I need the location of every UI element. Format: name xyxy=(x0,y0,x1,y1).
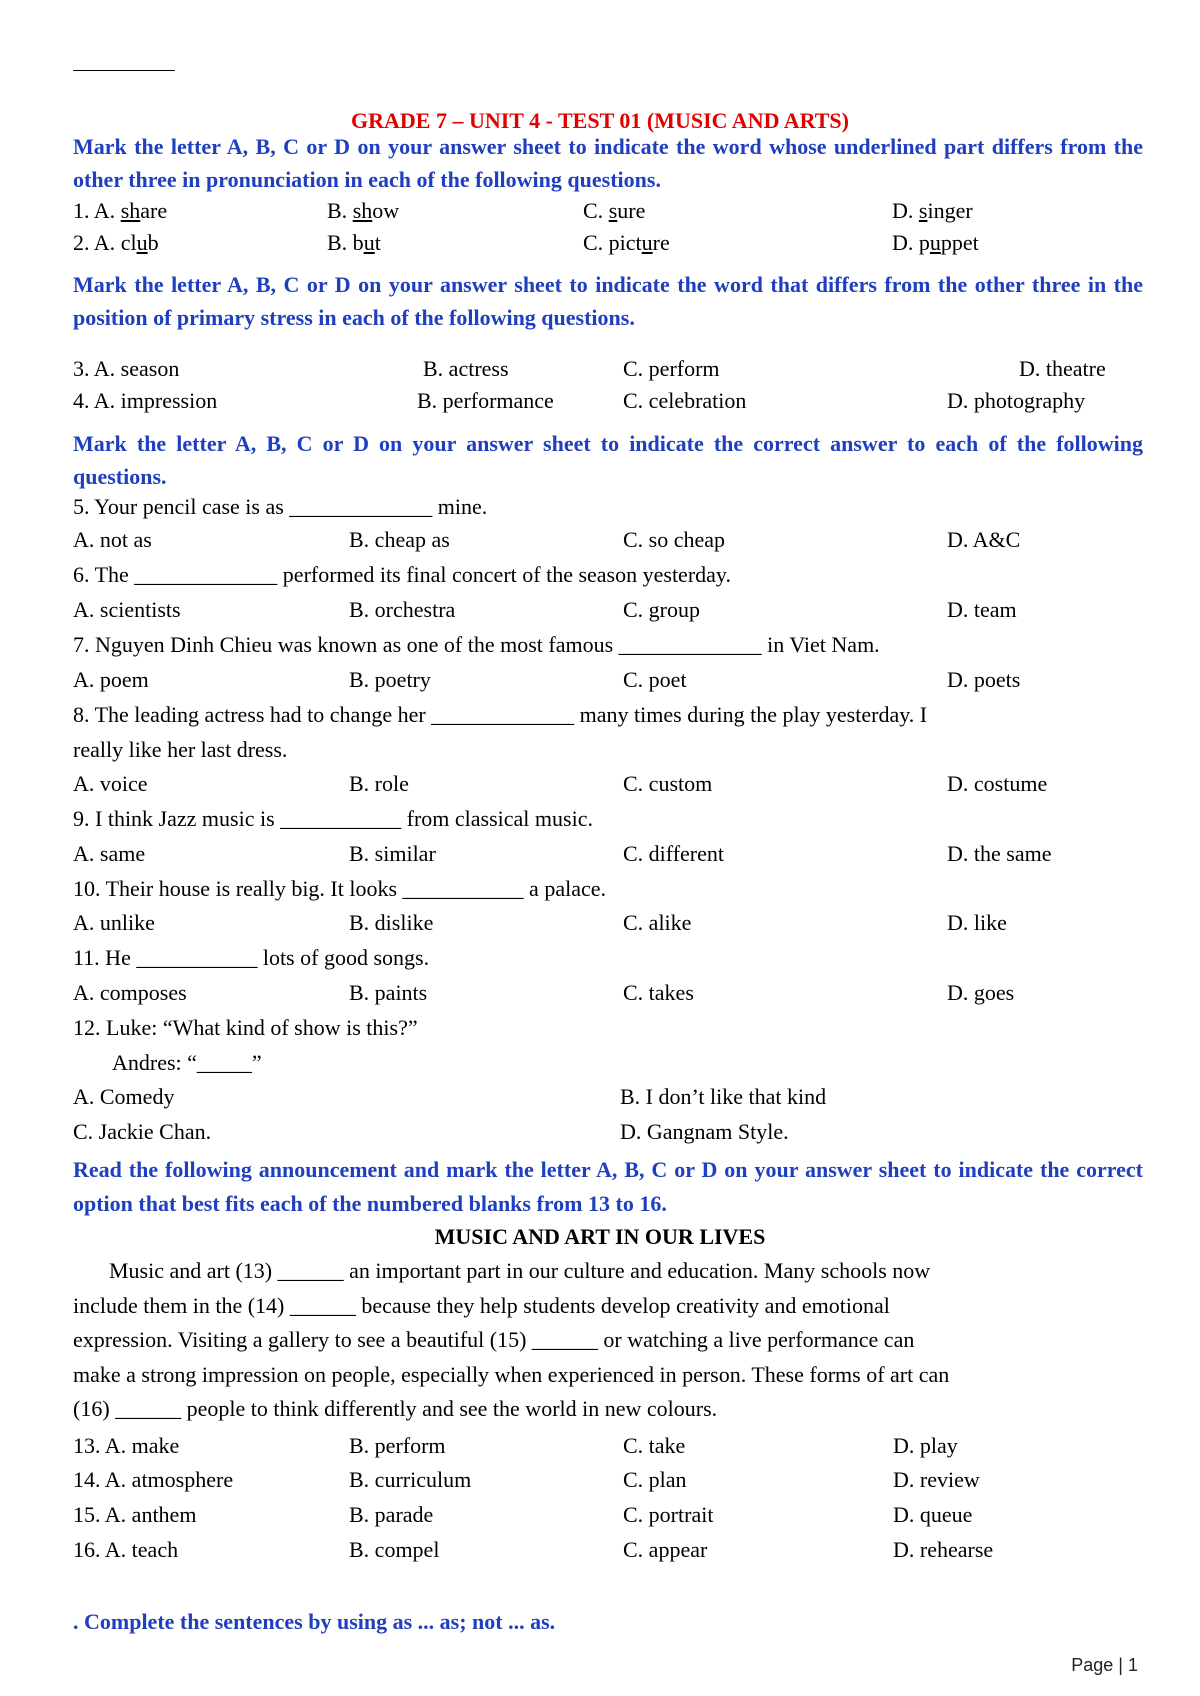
q7-option-d: D. poets xyxy=(947,667,1021,692)
q6-option-d: D. team xyxy=(947,597,1017,622)
question-11-stem: 11. He ___________ lots of good songs. xyxy=(73,945,430,970)
q14-option-b: B. curriculum xyxy=(349,1467,472,1492)
passage-body xyxy=(73,1254,1143,1427)
question-12-stem-line2: Andres: “_____” xyxy=(112,1050,262,1075)
passage-title: MUSIC AND ART IN OUR LIVES xyxy=(434,1224,766,1249)
q7-option-b: B. poetry xyxy=(349,667,431,692)
q9-option-a: A. same xyxy=(73,841,146,866)
q3-option-b: B. actress xyxy=(423,356,509,381)
q16-option-d: D. rehearse xyxy=(893,1537,994,1562)
question-10-stem: 10. Their house is really big. It looks ___________ a palace. xyxy=(73,876,606,901)
q8-option-d: D. costume xyxy=(947,771,1048,796)
q2-option-a: 2. A. club xyxy=(73,230,159,255)
question-8-stem-line2: really like her last dress. xyxy=(73,737,288,762)
q13-option-a: 13. A. make xyxy=(73,1433,180,1458)
q8-option-c: C. custom xyxy=(623,771,713,796)
q9-option-b: B. similar xyxy=(349,841,436,866)
passage-line-2: include them in the (14) ______ because they help students develop creativity and emotional xyxy=(73,1292,890,1318)
instruction-pronunciation: Mark the letter A, B, C or D on your answer sheet to indicate the word whose underlined part differs from the other three in pronunciation in each of the following questions. xyxy=(73,134,1143,192)
q11-option-b: B. paints xyxy=(349,980,428,1005)
q9-option-d: D. the same xyxy=(947,841,1052,866)
name-line xyxy=(73,70,175,71)
q14-option-d: D. review xyxy=(893,1467,980,1492)
q5-option-c: C. so cheap xyxy=(623,527,726,552)
q6-option-b: B. orchestra xyxy=(349,597,456,622)
instruction-complete: . Complete the sentences by using as ... as; not ... as. xyxy=(73,1609,556,1634)
q16-option-c: C. appear xyxy=(623,1537,708,1562)
q16-option-b: B. compel xyxy=(349,1537,440,1562)
question-6-stem: 6. The _____________ performed its final concert of the season yesterday. xyxy=(73,562,731,587)
q4-option-d: D. photography xyxy=(947,388,1086,413)
q11-option-d: D. goes xyxy=(947,980,1015,1005)
passage-line-1: Music and art (13) ______ an important part in our culture and education. Many schools now xyxy=(109,1258,931,1283)
question-8-stem-line1: 8. The leading actress had to change her _____________ many times during the play yesterday. I xyxy=(73,702,928,727)
q10-option-d: D. like xyxy=(947,910,1007,935)
page-number: Page | 1 xyxy=(1071,1655,1138,1675)
q1-option-b: B. show xyxy=(327,198,400,223)
page-title: GRADE 7 – UNIT 4 - TEST 01 (MUSIC AND ARTS) xyxy=(351,108,849,133)
q4-option-b: B. performance xyxy=(417,388,554,413)
q1-option-c: C. sure xyxy=(583,198,646,223)
passage-line-4: make a strong impression on people, especially when experienced in person. These forms of art can xyxy=(73,1361,950,1387)
q3-option-a: 3. A. season xyxy=(73,356,180,381)
q3-option-d: D. theatre xyxy=(1019,356,1106,381)
q15-option-b: B. parade xyxy=(349,1502,434,1527)
q6-option-c: C. group xyxy=(623,597,700,622)
q13-option-c: C. take xyxy=(623,1433,686,1458)
q13-option-b: B. perform xyxy=(349,1433,446,1458)
q6-option-a: A. scientists xyxy=(73,597,181,622)
q16-option-a: 16. A. teach xyxy=(73,1537,179,1562)
q8-option-a: A. voice xyxy=(73,771,148,796)
q12-option-a: A. Comedy xyxy=(73,1084,175,1109)
instruction-correct-answer: Mark the letter A, B, C or D on your answer sheet to indicate the correct answer to each of the following questions. xyxy=(73,431,1143,489)
q12-option-d: D. Gangnam Style. xyxy=(620,1119,789,1144)
q8-option-b: B. role xyxy=(349,771,409,796)
question-5-stem: 5. Your pencil case is as _____________ mine. xyxy=(73,494,488,519)
q11-option-a: A. composes xyxy=(73,980,187,1005)
q3-option-c: C. perform xyxy=(623,356,720,381)
passage-line-5: (16) ______ people to think differently and see the world in new colours. xyxy=(73,1396,718,1421)
q4-option-c: C. celebration xyxy=(623,388,747,413)
question-7-stem: 7. Nguyen Dinh Chieu was known as one of the most famous _____________ in Viet Nam. xyxy=(73,632,880,657)
q15-option-a: 15. A. anthem xyxy=(73,1502,197,1527)
q15-option-c: C. portrait xyxy=(623,1502,714,1527)
q7-option-a: A. poem xyxy=(73,667,149,692)
q5-option-d: D. A&C xyxy=(947,527,1021,552)
q10-option-a: A. unlike xyxy=(73,910,155,935)
q11-option-c: C. takes xyxy=(623,980,694,1005)
q10-option-c: C. alike xyxy=(623,910,692,935)
q7-option-c: C. poet xyxy=(623,667,687,692)
q14-option-c: C. plan xyxy=(623,1467,687,1492)
q5-option-b: B. cheap as xyxy=(349,527,450,552)
q12-option-b: B. I don’t like that kind xyxy=(620,1084,827,1109)
q5-option-a: A. not as xyxy=(73,527,152,552)
q2-option-d: D. puppet xyxy=(892,230,979,255)
q13-option-d: D. play xyxy=(893,1433,958,1458)
q1-option-a: 1. A. share xyxy=(73,198,168,223)
instruction-stress: Mark the letter A, B, C or D on your answer sheet to indicate the word that differs from the other three in the position of primary stress in each of the following questions. xyxy=(73,272,1143,330)
passage-line-3: expression. Visiting a gallery to see a beautiful (15) ______ or watching a live performance can xyxy=(73,1327,915,1352)
q12-option-c: C. Jackie Chan. xyxy=(73,1119,212,1144)
q15-option-d: D. queue xyxy=(893,1502,973,1527)
q14-option-a: 14. A. atmosphere xyxy=(73,1467,234,1492)
question-9-stem: 9. I think Jazz music is ___________ from classical music. xyxy=(73,806,593,831)
q4-option-a: 4. A. impression xyxy=(73,388,218,413)
q2-option-c: C. picture xyxy=(583,230,670,255)
q1-option-d: D. singer xyxy=(892,198,973,223)
question-12-stem-line1: 12. Luke: “What kind of show is this?” xyxy=(73,1015,418,1040)
q10-option-b: B. dislike xyxy=(349,910,434,935)
q9-option-c: C. different xyxy=(623,841,725,866)
instruction-reading: Read the following announcement and mark the letter A, B, C or D on your answer sheet to indicate the correct option that best fits each of the numbered blanks from 13 to 16. xyxy=(73,1157,1143,1216)
q2-option-b: B. but xyxy=(327,230,381,255)
